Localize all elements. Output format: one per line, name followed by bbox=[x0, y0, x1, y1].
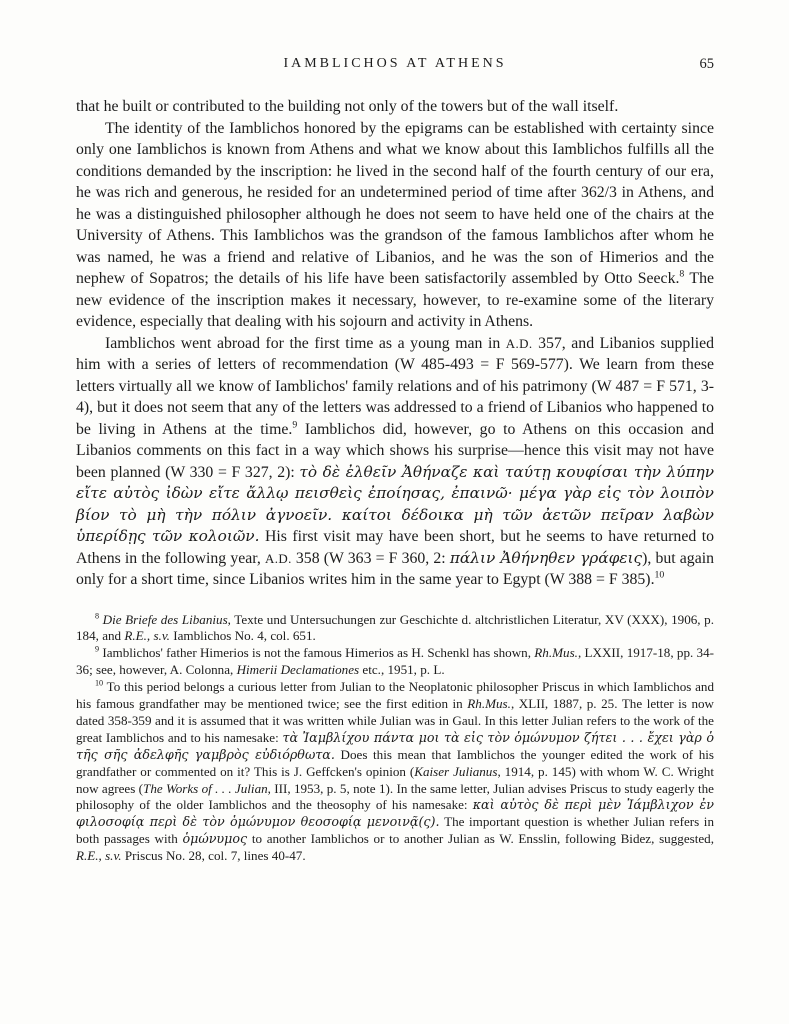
text-segment: to another Iamblichos or to another Julian as W. Ensslin, following Bidez, suggested, bbox=[247, 831, 714, 847]
text-segment: , XLII, 1887, p. 25. The letter is now dated 358-359 and it is assumed that it was written while Julian was in Gaul. In this letter Julian refers to the work of the great Iamblichos and to his namesake: bbox=[76, 696, 714, 745]
text-segment: Rh.Mus. bbox=[534, 645, 578, 661]
text-segment: The Works of . . . Julian bbox=[143, 780, 268, 796]
greek-text-segment: ὁμώνυμος bbox=[182, 831, 248, 847]
text-segment: The new evidence of the inscription makes it necessary, however, to re-examine some of the literary evidence, especially that dealing with his sojourn and activity in Athens. bbox=[76, 270, 714, 330]
text-segment: Himerii Declamationes bbox=[236, 662, 360, 678]
text-segment: , 1914, p. 145) with whom W. C. Wright now agrees ( bbox=[76, 763, 714, 796]
text-segment: Iamblichos No. 4, col. 651. bbox=[169, 628, 316, 644]
footnote-ref: 10 bbox=[654, 569, 665, 581]
page-header bbox=[76, 56, 714, 76]
body-paragraph bbox=[76, 333, 714, 591]
text-segment: Does this mean that Iamblichos the younger edited the work of his grandfather or commented on it? This is J. Geffcken's opinion ( bbox=[76, 746, 714, 779]
text-segment: Kaiser Julianus bbox=[414, 763, 498, 779]
footnote-ref: 10 bbox=[95, 678, 104, 688]
greek-text-segment: πάλιν Ἀθήνηθεν γράφεις bbox=[449, 548, 643, 567]
text-segment: Iamblichos' father Himerios is not the famous Himerios as H. Schenkl has shown, bbox=[99, 645, 535, 661]
text-segment: ), but again only for a short time, since Libanios writes him in the same year to Egypt (W 388 = F 385). bbox=[76, 549, 714, 588]
greek-text-segment: τὸ δὲ ἐλθεῖν Ἀθήναζε καὶ ταύτῃ κουφίσαι τὴν λύπην εἴτε αὐτὸς ἰδὼν εἴτε ἄλλῳ πεισθεὶς ἐποίησας, ἐπαινῶ· μέγα γὰρ εἰς τὸν λοιπὸν βίον τὸ μὴ τὴν πόλιν ἀγνοεῖν. καίτοι δέδοικα μὴ τῶν ἀετῶν πεῖραν λαβὼν ὑπερίδῃς τῶν κολοιῶν. bbox=[76, 462, 714, 545]
text-segment: , III, 1953, p. 5, note 1). In the same letter, Julian advises Priscus to study eagerly the philosophy of the older Iamblichos and the theosophy of his namesake: bbox=[76, 780, 714, 813]
text-segment: , Texte und Untersuchungen zur Geschichte d. altchristlichen Literatur, XV (XXX), 1906, p. 184, and bbox=[76, 611, 714, 644]
text-segment: etc., 1951, p. L. bbox=[359, 662, 445, 678]
text-segment: R.E., s.v. bbox=[124, 628, 170, 644]
footnote-ref: 8 bbox=[95, 611, 100, 621]
text-segment: Iamblichos went abroad for the first time as a young man in bbox=[105, 334, 506, 352]
text-segment: A.D. bbox=[505, 335, 533, 351]
body-paragraph bbox=[76, 96, 714, 118]
text-segment: The identity of the Iamblichos honored by the epigrams can be established with certainty since only one Iamblichos is known from Athens and what we know about this Iamblichos fulfills all the conditions demanded by the inscription: he lived in the second half of the fourth century of our era, he was rich and generous, he resided for an undetermined period of time after 362/3 in Athens, and he was a distinguished philosopher although he does not seem to have held one of the chairs at the University of Athens. This Iamblichos was the grandson of the famous Iamblichos after whom he was named, he was a friend and relative of Libanios, and he was the son of Himerios and the nephew of Sopatros; the details of his life have been satisfactorily assembled by Otto Seeck. bbox=[76, 119, 714, 287]
footnotes-section bbox=[76, 612, 714, 866]
footnote-ref: 9 bbox=[292, 419, 298, 431]
running-head: IAMBLICHOS AT ATHENS bbox=[283, 56, 507, 71]
greek-text-segment: τὰ Ἰαμβλίχου πάντα μοι τὰ εἰς τὸν ὁμώνυμον ζήτει . . . ἔχει γὰρ ὁ τῆς σῆς ἀδελφῆς γαμβρὸς εὐδιόρθωτα. bbox=[76, 729, 714, 762]
text-segment: A.D. bbox=[265, 550, 292, 566]
text-segment: R.E., s.v. bbox=[76, 848, 122, 864]
text-segment: To this period belongs a curious letter from Julian to the Neoplatonic philosopher Priscus in which Iamblichos and his famous grandfather may be mentioned twice; see the first edition in bbox=[76, 679, 714, 712]
article-body bbox=[76, 96, 714, 591]
text-segment: Die Briefe des Libanius bbox=[102, 611, 228, 627]
text-segment: Priscus No. 28, col. 7, lines 40-47. bbox=[121, 848, 306, 864]
greek-text-segment: καὶ αὐτὸς δὲ περὶ μὲν Ἰάμβλιχον ἐν φιλοσοφίᾳ περὶ δὲ τὸν ὁμώνυμον θεοσοφίᾳ μενοινᾷ(ς). bbox=[76, 797, 715, 830]
text-segment: 357, and Libanios supplied him with a series of letters of recommendation (W 485-493 = F 569-577). We learn from these letters virtually all we know of Iamblichos' family relations and of his patrimony (W 487 = F 571, 3-4), but it does not seem that any of the letters was addressed to a friend of Libanios who happened to be living in Athens at the time. bbox=[76, 334, 715, 438]
text-segment: Iamblichos did, however, go to Athens on this occasion and Libanios comments on this fact in a way which shows his surprise—hence this visit may not have been planned (W 330 = F 327, 2): bbox=[76, 420, 714, 481]
footnote-ref: 9 bbox=[95, 644, 100, 654]
footnote bbox=[76, 645, 714, 679]
body-paragraph bbox=[76, 118, 714, 333]
text-segment: 358 (W 363 = F 360, 2: bbox=[291, 549, 450, 567]
text-segment: His first visit may have been short, but he seems to have returned to Athens in the following year, bbox=[76, 528, 715, 567]
text-segment: The important question is whether Julian refers in both passages with bbox=[76, 814, 714, 847]
page-number: 65 bbox=[699, 56, 714, 72]
footnote-ref: 8 bbox=[679, 268, 685, 280]
footnote bbox=[76, 612, 714, 646]
text-segment: Rh.Mus. bbox=[467, 696, 511, 712]
text-segment: , LXXII, 1917-18, pp. 34-36; see, however, A. Colonna, bbox=[76, 645, 714, 678]
footnote bbox=[76, 679, 714, 865]
text-segment: that he built or contributed to the building not only of the towers but of the wall itself. bbox=[76, 98, 619, 115]
